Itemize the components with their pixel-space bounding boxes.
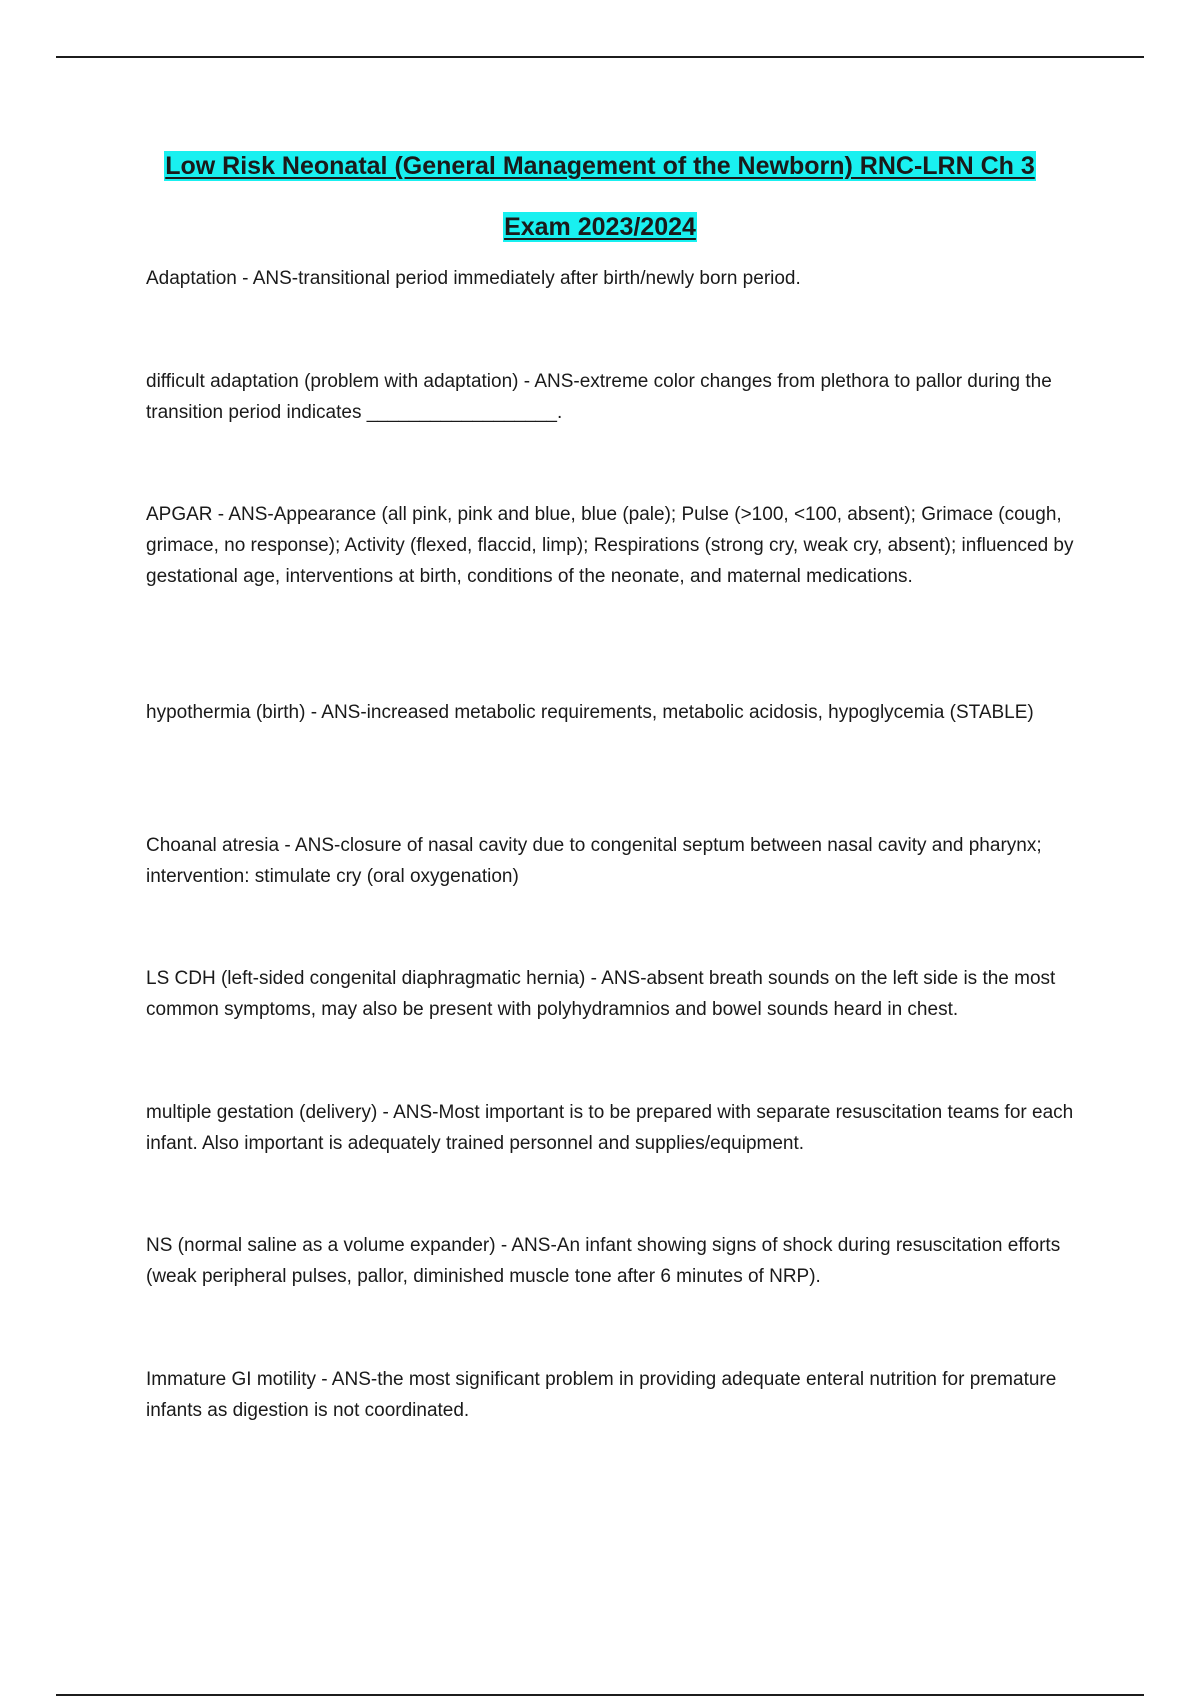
title-line-1-text: Low Risk Neonatal (General Management of the Newborn) RNC-LRN Ch 3 <box>165 152 1035 180</box>
entry-ls-cdh: LS CDH (left-sided congenital diaphragmatic hernia) - ANS-absent breath sounds on the left side is the most common symptoms, may also be present with polyhydramnios and bowel sounds heard in chest. <box>146 968 1056 1020</box>
entry-apgar: APGAR - ANS-Appearance (all pink, pink and blue, blue (pale); Pulse (>100, <100, absent); Grimace (cough, grimace, no response); Activity (flexed, flaccid, limp); Respirations (strong cry, weak cry, absent); influenced by gestational age, interventions at birth, conditions of the neonate, and maternal medications. <box>146 504 1074 587</box>
title-line-1 <box>56 136 1144 197</box>
bottom-rule <box>56 1694 1144 1696</box>
entry-difficult-adaptation: difficult adaptation (problem with adaptation) - ANS-extreme color changes from plethora to pallor during the transition period indicates __________________. <box>146 371 1052 423</box>
title-line-2-text: Exam 2023/2024 <box>504 213 696 241</box>
document-title <box>56 136 1144 258</box>
title-line-2 <box>56 197 1144 258</box>
entry-normal-saline: NS (normal saline as a volume expander) - ANS-An infant showing signs of shock during resuscitation efforts (weak peripheral pulses, pallor, diminished muscle tone after 6 minutes of NRP). <box>146 1235 1061 1287</box>
entry-hypothermia: hypothermia (birth) - ANS-increased metabolic requirements, metabolic acidosis, hypoglycemia (STABLE) <box>146 702 1034 723</box>
entry-choanal-atresia: Choanal atresia - ANS-closure of nasal cavity due to congenital septum between nasal cavity and pharynx; intervention: stimulate cry (oral oxygenation) <box>146 835 1042 887</box>
entry-multiple-gestation: multiple gestation (delivery) - ANS-Most important is to be prepared with separate resuscitation teams for each infant. Also important is adequately trained personnel and supplies/equipment. <box>146 1102 1074 1154</box>
entry-immature-gi-motility: Immature GI motility - ANS-the most significant problem in providing adequate enteral nutrition for premature infants as digestion is not coordinated. <box>146 1369 1057 1421</box>
entry-adaptation: Adaptation - ANS-transitional period immediately after birth/newly born period. <box>146 268 801 289</box>
top-rule <box>56 56 1144 58</box>
